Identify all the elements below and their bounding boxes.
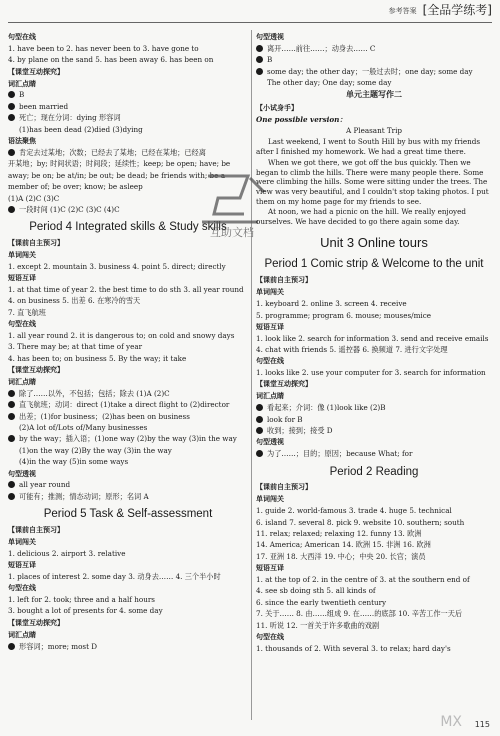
unit-title: Unit 3 Online tours (320, 234, 428, 250)
answer-line: 7. 关于…… 8. 由……组成 9. 在……的底部 10. 辛苦工作一天后 (256, 609, 463, 619)
answer-line: (1)has been dead (2)died (3)dying (19, 124, 143, 134)
answer-line: 开某地；by; 时间状语；时间段；延续性；keep; be open; have; be (8, 159, 231, 169)
answer-line: 14. America; American 14. 欧洲 15. 非洲 16. 欧洲 (256, 540, 431, 550)
answer-line: 5. programme; program 6. mouse; mouses/mice (256, 310, 431, 320)
bullet-icon (8, 91, 15, 98)
section-heading: 句型在线 (8, 33, 36, 41)
answer-line: 4. see sb doing sth 5. all kinds of (256, 586, 376, 596)
answer-line: (4)in the way (5)in some ways (19, 457, 129, 467)
header-rule (8, 22, 492, 23)
section-box: 【课堂互动探究】 (8, 67, 64, 76)
answer-line: (1)on the way (2)By the way (3)in the way (19, 445, 172, 455)
bullet-icon (8, 435, 15, 442)
answer-line: 1. at the top of 2. in the centre of 3. at the southern end of (256, 575, 470, 585)
section-box: 【课前自主预习】 (256, 483, 312, 492)
bullet-icon (8, 401, 15, 408)
possible-version-label: One possible version： (256, 114, 347, 124)
answer-item: 为了……；目的；原因；because What; for (256, 449, 492, 458)
section-heading: 句型在线 (8, 584, 36, 593)
section-heading: 短语互译 (256, 322, 284, 331)
answer-line: 1. guide 2. world-famous 3. trade 4. huge 5. technical (256, 506, 452, 516)
bullet-icon (256, 45, 263, 52)
section-heading: 句型透视 (256, 33, 284, 41)
bullet-icon (8, 103, 15, 110)
answer-line: away; be on; be at/in; be out; be dead; be friends with; be a (8, 170, 226, 180)
period-title: Period 2 Reading (329, 465, 419, 478)
answer-item: some day; the other day；一般过去时；one day; some day (256, 67, 492, 76)
answer-line: member of; be over; know; be asleep (8, 182, 143, 192)
answer-line: 7. 直飞航班 (8, 307, 46, 317)
answer-item: look for B (256, 415, 492, 424)
section-heading: 词汇点睛 (8, 79, 36, 88)
bullet-icon (256, 450, 263, 457)
section-box: 【小试身手】 (256, 103, 298, 112)
section-heading: 词汇点睛 (256, 392, 284, 401)
answer-line: 1. at that time of year 2. the best time to do sth 3. all year round (8, 284, 244, 294)
bullet-icon (256, 427, 263, 434)
answer-item: 看起来；介词：像 (1)look like (2)B (256, 403, 492, 412)
section-heading: 单词闯关 (8, 537, 36, 546)
essay-title: A Pleasant Trip (345, 125, 403, 135)
answer-line: 1. except 2. mountain 3. business 4. point 5. direct; directly (8, 261, 226, 271)
answer-line: The other day; One day; some day (267, 78, 392, 88)
period-title: Period 1 Comic strip & Welcome to the unit (264, 258, 484, 271)
answer-item: 出差；(1)for business；(2)has been on business (8, 412, 248, 421)
answer-line: 4. by plane on the sand 5. has been away 6. has been on (8, 55, 214, 65)
section-heading: 句型在线 (256, 632, 284, 641)
answer-item: 一段时间 (1)C (2)C (3)C (4)C (8, 205, 248, 214)
page-header (389, 2, 492, 20)
answer-item: all year round (8, 480, 248, 489)
section-heading: 词汇点睛 (8, 630, 36, 639)
answer-item: 肯定去过某地；次数；已经去了某地；已经在某地；已经离 (8, 148, 248, 157)
answer-line: 1. have been to 2. has never been to 3. have gone to (8, 43, 199, 53)
answer-item: B (8, 90, 248, 99)
header-label: 参考答案 (388, 6, 417, 15)
section-heading: 短语互译 (256, 564, 284, 573)
answer-line: 1. places of interest 2. some day 3. 动身去…… 4. 三个半小时 (8, 571, 221, 581)
answer-item: been married (8, 102, 248, 111)
bullet-icon (8, 206, 15, 213)
answer-item: by the way；插入语；(1)one way (2)by the way (3)in the way (8, 434, 248, 443)
answer-item: 离开……前往……；动身去…… C (256, 44, 492, 53)
answer-line: 1. delicious 2. airport 3. relative (8, 548, 126, 558)
bullet-icon (256, 416, 263, 423)
essay-paragraph: At noon, we had a picnic on the hill. We really enjoyed ourselves. We have decided to go there again some day. (256, 207, 466, 227)
answer-line: 1. all year round 2. it is dangerous to; on cold and snowy days (8, 330, 235, 340)
essay-paragraph: When we got there, we got off the bus quickly. Then we began to climb the hills. There were many people there. Some were climbing the hills. Some were sitting under the trees. The view was very beautiful, and I couldn't stop taking photos. I put them on my home page for my friends to see. (256, 157, 489, 206)
answer-line: 1. look like 2. search for information 3. send and receive emails (256, 333, 489, 343)
answer-line: 4. on business 5. 出差 6. 在寒冷的雪天 (8, 296, 141, 306)
section-heading: 单词闯关 (256, 495, 284, 504)
column-divider (251, 30, 252, 720)
answer-line: 11. 听说 12. 一首关于许多歌曲的戏剧 (256, 620, 380, 630)
section-heading: 短语互译 (8, 273, 36, 282)
section-heading: 句型透视 (256, 438, 284, 447)
section-box: 【课堂互动探究】 (8, 618, 64, 627)
section-heading: 词汇点睛 (8, 377, 36, 386)
header-title: [全品学练考] (422, 3, 492, 18)
answer-item: 死亡；现在分词：dying 形容词 (8, 113, 248, 122)
answer-item: 除了……以外，不包括；包括；除去 (1)A (2)C (8, 389, 248, 398)
essay-paragraph: Last weekend, I went to South Hill by bus with my friends after I finished my homework. We had a great time there. (256, 137, 481, 157)
section-heading: 单词闯关 (256, 288, 284, 297)
bullet-icon (8, 390, 15, 397)
period-title: Period 4 Integrated skills & Study skills (29, 221, 227, 234)
left-column (8, 30, 248, 653)
answer-line: (1)A (2)C (3)C (8, 193, 60, 203)
bullet-icon (8, 413, 15, 420)
section-box: 【课前自主预习】 (8, 525, 64, 534)
answer-line: 3. There may be; at that time of year (8, 342, 143, 352)
answer-line: 3. bought a lot of presents for 4. some day (8, 606, 163, 616)
answer-line: 4. chat with friends 5. 遥控器 6. 换频道 7. 进行文字处理 (256, 345, 448, 355)
bullet-icon (8, 643, 15, 650)
answer-item: 形容词；more; most D (8, 642, 248, 651)
bullet-icon (8, 149, 15, 156)
bullet-icon (256, 56, 263, 63)
answer-item: 可能有；推测；情态动词；原形；名词 A (8, 492, 248, 501)
section-heading: 语法聚焦 (8, 136, 36, 145)
answer-item: B (256, 55, 492, 64)
bullet-icon (8, 481, 15, 488)
section-heading: 短语互译 (8, 560, 36, 569)
answer-line: 11. relax; relaxed; relaxing 12. funny 13. 欧洲 (256, 529, 422, 539)
answer-line: 6. since the early twentieth century (256, 597, 387, 607)
unit-writing-title: 单元主题写作二 (346, 90, 402, 100)
bullet-icon (256, 404, 263, 411)
answer-line: 1. keyboard 2. online 3. screen 4. receive (256, 299, 407, 309)
page-number: 115 (474, 719, 490, 729)
answer-line: 4. has been to; on business 5. By the way; it take (8, 353, 187, 363)
answer-item: 直飞航班；动词：direct (1)take a direct flight to (2)director (8, 400, 248, 409)
period-title: Period 5 Task & Self-assessment (43, 508, 213, 521)
answer-line: 17. 亚洲 18. 大西洋 19. 中心；中央 20. 长官；演员 (256, 551, 426, 561)
watermark-text: 互助文档 (210, 226, 254, 239)
answer-line: 6. island 7. several 8. pick 9. website 10. southern; south (256, 517, 465, 527)
answer-line: 1. left for 2. took; three and a half hours (8, 595, 155, 605)
answer-line: (2)A lot of/Lots of/Many businesses (19, 423, 148, 433)
section-box: 【课前自主预习】 (8, 238, 64, 247)
corner-watermark: MX (440, 714, 462, 731)
section-heading: 单词闯关 (8, 250, 36, 259)
section-box: 【课前自主预习】 (256, 276, 312, 285)
section-heading: 句型在线 (256, 357, 284, 366)
answer-line: 1. looks like 2. use your computer for 3. search for information (256, 368, 486, 378)
section-heading: 句型透视 (8, 469, 36, 478)
bullet-icon (256, 68, 263, 75)
section-heading: 句型在线 (8, 319, 36, 328)
answer-item: 收到；接到；接受 D (256, 426, 492, 435)
section-box: 【课堂互动探究】 (8, 365, 64, 374)
right-column (256, 30, 492, 655)
answer-line: 1. thousands of 2. With several 3. to relax; hard day's (256, 643, 451, 653)
bullet-icon (8, 493, 15, 500)
section-box: 【课堂互动探究】 (256, 380, 312, 389)
bullet-icon (8, 114, 15, 121)
